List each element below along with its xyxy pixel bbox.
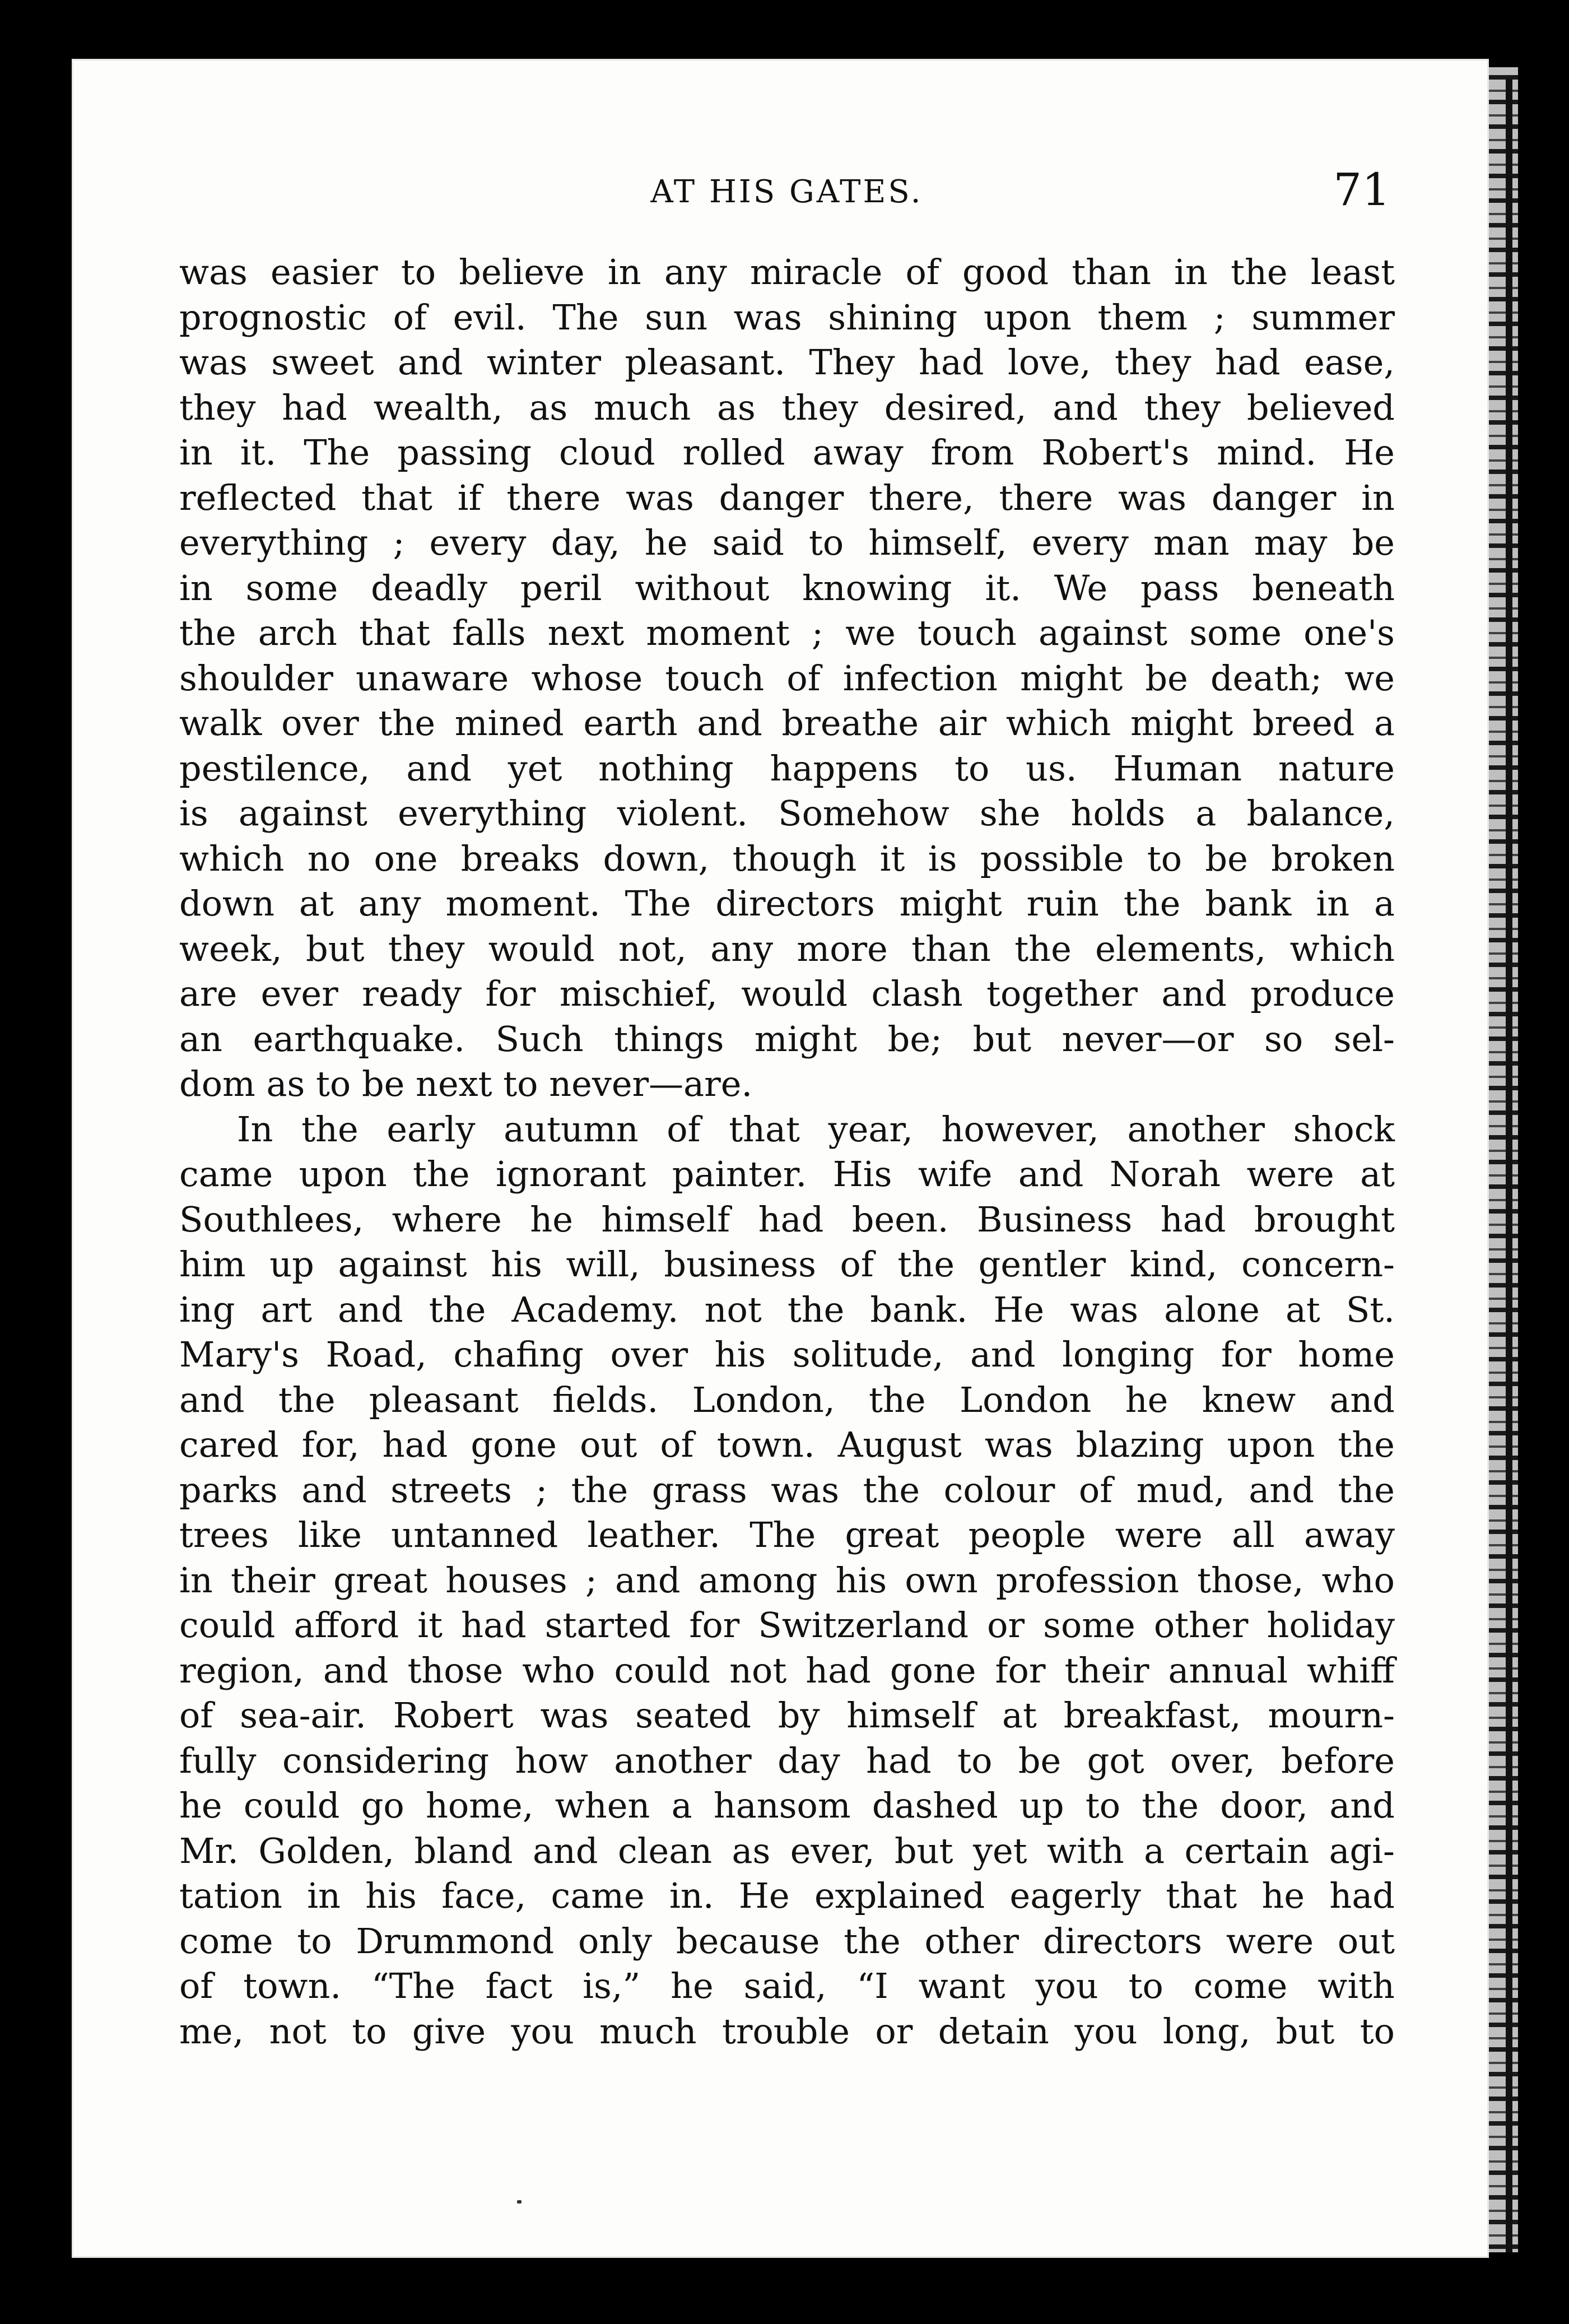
page-edge-texture [1489, 67, 1518, 2252]
text-line: down at any moment. The directors might ruin the bank in a [179, 883, 1395, 924]
text-line: is against everything violent. Somehow she holds a balance, [179, 793, 1395, 834]
text-line: week, but they would not, any more than the elements, which [179, 928, 1395, 969]
text-line: which no one breaks down, though it is possible to be broken [179, 838, 1395, 879]
text-line: and the pleasant fields. London, the London he knew and [179, 1379, 1395, 1420]
page-edge-rule [1506, 78, 1512, 2252]
text-line: could afford it had started for Switzerland or some other holiday [179, 1605, 1395, 1646]
text-line: of sea-air. Robert was seated by himself at breakfast, mourn- [179, 1695, 1395, 1736]
text-line: parks and streets ; the grass was the colour of mud, and the [179, 1469, 1395, 1510]
text-line: pestilence, and yet nothing happens to us. Human nature [179, 747, 1395, 789]
text-line: in their great houses ; and among his own profession those, who [179, 1559, 1395, 1601]
text-line: In the early autumn of that year, however, another shock [237, 1108, 1395, 1150]
page-header [183, 164, 1390, 225]
text-line: region, and those who could not had gone for their annual whiff [179, 1649, 1395, 1691]
text-line: he could go home, when a hansom dashed up to the door, and [179, 1785, 1395, 1826]
text-line: cared for, had gone out of town. August was blazing upon the [179, 1424, 1395, 1465]
text-line: come to Drummond only because the other directors were out [179, 1920, 1395, 1962]
text-line: ing art and the Academy. not the bank. He was alone at St. [179, 1289, 1395, 1330]
text-line: was easier to believe in any miracle of good than in the least [179, 252, 1395, 292]
text-line: fully considering how another day had to be got over, before [179, 1740, 1395, 1781]
text-line: tation in his face, came in. He explained eagerly that he had [179, 1875, 1395, 1916]
text-line: him up against his will, business of the gentler kind, concern- [179, 1244, 1395, 1285]
page-number: 71 [1333, 164, 1390, 216]
text-line: me, not to give you much trouble or detain you long, but to [179, 2010, 1395, 2052]
text-line: walk over the mined earth and breathe air which might breed a [179, 703, 1395, 743]
text-line: in some deadly peril without knowing it. We pass beneath [179, 567, 1395, 608]
text-line: everything ; every day, he said to himself, every man may be [179, 522, 1395, 563]
text-line: dom as to be next to never—are. [179, 1063, 753, 1104]
running-head: AT HIS GATES. [650, 174, 923, 210]
text-line: in it. The passing cloud rolled away from Robert's mind. He [179, 432, 1395, 473]
text-line: was sweet and winter pleasant. They had love, they had ease, [179, 342, 1395, 383]
text-line: came upon the ignorant painter. His wife and Norah were at [179, 1154, 1395, 1194]
text-line: shoulder unaware whose touch of infection might be death; we [179, 657, 1395, 699]
text-line: they had wealth, as much as they desired, and they believed [179, 387, 1395, 428]
text-line: the arch that falls next moment ; we touch against some one's [179, 612, 1395, 653]
print-speck [517, 2200, 522, 2204]
text-line: are ever ready for mischief, would clash together and produce [179, 973, 1395, 1014]
text-line: an earthquake. Such things might be; but never—or so sel- [179, 1018, 1395, 1059]
text-line: of town. “The fact is,” he said, “I want you to come with [179, 1965, 1395, 2006]
text-line: prognostic of evil. The sun was shining upon them ; summer [179, 296, 1395, 338]
text-line: Mr. Golden, bland and clean as ever, but yet with a certain agi- [179, 1830, 1395, 1871]
text-line: trees like untanned leather. The great people were all away [179, 1514, 1395, 1555]
text-line: reflected that if there was danger there, there was danger in [179, 477, 1395, 518]
body-text [179, 250, 1395, 2054]
text-line: Southlees, where he himself had been. Business had brought [179, 1198, 1395, 1240]
text-line: Mary's Road, chafing over his solitude, and longing for home [179, 1334, 1395, 1375]
